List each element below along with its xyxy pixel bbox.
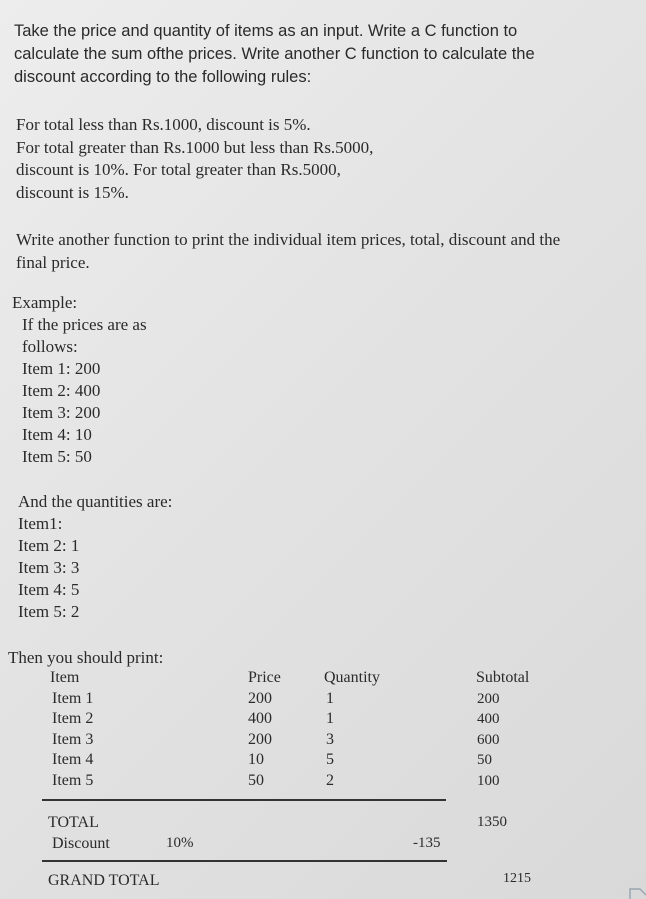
table-cell-subtotal: 50	[477, 752, 492, 768]
column-header-quantity: Quantity	[324, 669, 380, 686]
table-cell-price: 200	[248, 689, 272, 707]
grand-total-divider	[42, 860, 447, 862]
table-cell-quantity: 2	[326, 771, 334, 789]
total-label: TOTAL	[48, 814, 99, 831]
column-header-price: Price	[248, 669, 281, 686]
table-cell-subtotal: 200	[477, 690, 500, 707]
rule-line: discount is 10%. For total greater than Rs.5000,	[16, 160, 341, 179]
output-intro: Then you should print:	[8, 648, 164, 667]
example-line: Item 5: 50	[22, 447, 92, 466]
table-cell-price: 400	[248, 710, 272, 727]
table-divider	[42, 799, 446, 801]
output-column-price	[248, 668, 281, 791]
example-line: If the prices are as	[22, 315, 147, 334]
rule-line: For total greater than Rs.1000 but less than Rs.5000,	[16, 137, 374, 157]
output-column-subtotal	[476, 668, 529, 791]
table-cell-item: Item 4	[52, 751, 94, 768]
example-prices	[12, 292, 147, 468]
intro-line: discount according to the following rules:	[14, 68, 312, 86]
discount-value: -135	[413, 835, 441, 851]
task-line: Write another function to print the individual item prices, total, discount and the	[16, 230, 561, 249]
table-cell-subtotal: 100	[477, 772, 500, 789]
table-cell-subtotal: 400	[477, 711, 500, 727]
quantity-line: Item 4: 5	[18, 580, 80, 599]
quantity-line: Item 5: 2	[18, 602, 80, 621]
column-header-item: Item	[50, 669, 80, 686]
example-line: follows:	[22, 337, 78, 356]
table-cell-item: Item 2	[52, 710, 94, 727]
table-cell-subtotal: 600	[477, 731, 500, 748]
rule-line: discount is 15%.	[16, 182, 129, 202]
table-cell-price: 10	[248, 751, 264, 768]
intro-line: calculate the sum ofthe prices. Write another C function to calculate the	[14, 45, 535, 63]
corner-icon	[628, 885, 646, 899]
task-line: final price.	[16, 252, 90, 272]
table-cell-quantity: 1	[326, 689, 334, 707]
quantity-line: Item1:	[18, 514, 63, 533]
output-column-quantity	[324, 668, 380, 791]
quantity-line: Item 2: 1	[18, 536, 80, 555]
print-function-task	[16, 229, 560, 274]
table-cell-quantity: 1	[326, 710, 334, 727]
discount-label: Discount	[52, 835, 110, 852]
table-cell-item: Item 5	[52, 771, 94, 789]
discount-rules	[16, 114, 373, 204]
discount-rate: 10%	[166, 835, 194, 851]
table-cell-quantity: 5	[326, 751, 334, 768]
example-line: Item 2: 400	[22, 381, 101, 400]
rule-line: For total less than Rs.1000, discount is 5%.	[16, 115, 311, 134]
example-quantities	[18, 491, 172, 623]
example-line: Item 3: 200	[22, 403, 101, 422]
example-heading: Example:	[12, 293, 78, 312]
grand-total-value: 1215	[503, 871, 531, 886]
example-line: Item 1: 200	[22, 359, 101, 378]
table-cell-item: Item 3	[52, 730, 94, 748]
table-cell-item: Item 1	[52, 689, 94, 707]
output-column-item	[50, 668, 93, 791]
table-cell-quantity: 3	[326, 730, 334, 748]
problem-intro	[14, 20, 634, 89]
intro-line: Take the price and quantity of items as an input. Write a C function to	[14, 22, 518, 40]
column-header-subtotal: Subtotal	[476, 669, 530, 686]
table-cell-price: 200	[248, 730, 272, 748]
example-line: Item 4: 10	[22, 425, 92, 444]
table-cell-price: 50	[248, 771, 264, 789]
grand-total-label: GRAND TOTAL	[48, 872, 160, 889]
total-value: 1350	[477, 814, 507, 830]
quantity-line: Item 3: 3	[18, 558, 80, 577]
quantity-line: And the quantities are:	[18, 492, 173, 511]
